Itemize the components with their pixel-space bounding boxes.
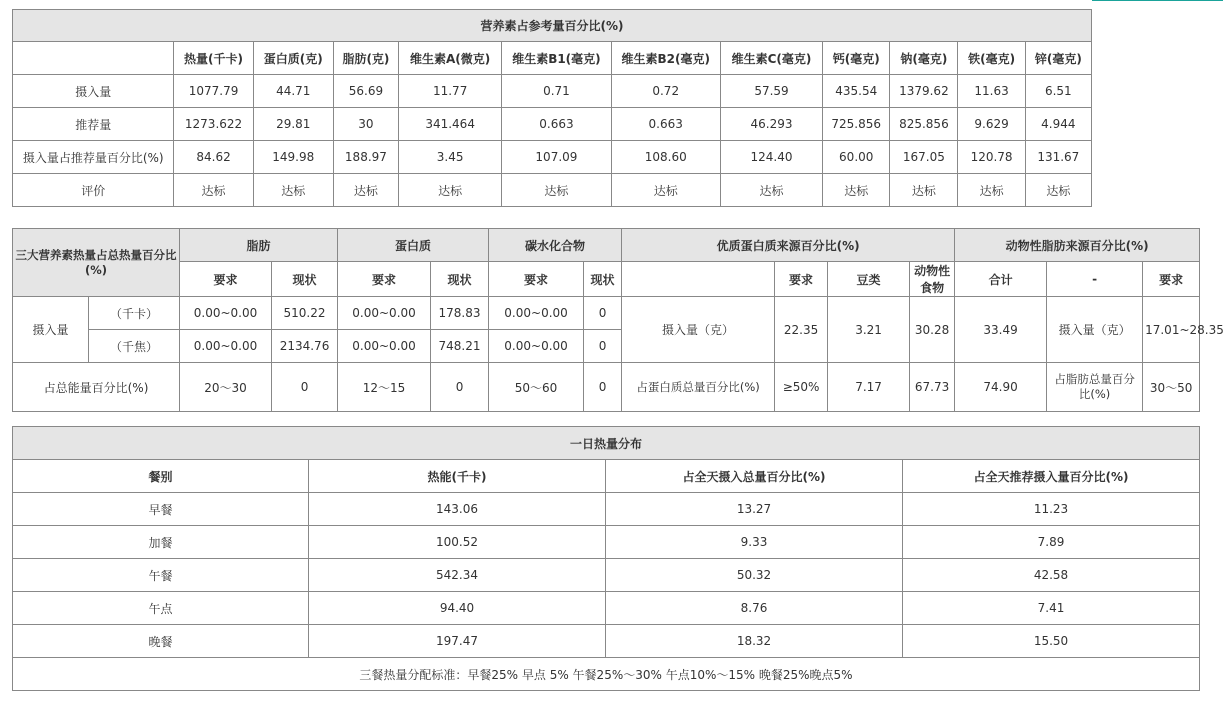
table1-row-label: 摄入量 (13, 75, 174, 108)
kcal-carb-cur: 0 (584, 297, 622, 330)
table1-cell: 1273.622 (174, 108, 253, 141)
pct-carb-req: 50～60 (489, 363, 584, 412)
kj-unit: （千焦） (89, 330, 180, 363)
table1-cell: 435.54 (823, 75, 890, 108)
meal-name: 午餐 (13, 559, 309, 592)
table1-cell: 46.293 (720, 108, 822, 141)
table1-title: 营养素占参考量百分比(%) (13, 10, 1092, 42)
kcal-protein-req: 0.00~0.00 (338, 297, 431, 330)
qp-bean-header: 豆类 (828, 262, 910, 297)
table1-col-header: 热量(千卡) (174, 42, 253, 75)
table1-cell: 167.05 (890, 141, 958, 174)
fat-cur-header: 现状 (272, 262, 338, 297)
table1-cell: 0.71 (502, 75, 611, 108)
table1-row (13, 174, 1092, 207)
table1-cell: 达标 (720, 174, 822, 207)
table1-cell: 达标 (253, 174, 333, 207)
group-carb: 碳水化合物 (489, 229, 622, 262)
daily-calorie-distribution-table (12, 426, 1200, 691)
table1-col-header: 钠(毫克) (890, 42, 958, 75)
qp-pct-total: 74.90 (955, 363, 1047, 412)
table1-cell: 1379.62 (890, 75, 958, 108)
table3-cell: 13.27 (606, 493, 903, 526)
table3-col-header: 热能(千卡) (309, 460, 606, 493)
kj-fat-cur: 2134.76 (272, 330, 338, 363)
table3-cell: 18.32 (606, 625, 903, 658)
qp-pct-label: 占蛋白质总量百分比(%) (622, 363, 775, 412)
group-protein: 蛋白质 (338, 229, 489, 262)
table3-note: 三餐热量分配标准：早餐25% 早点 5% 午餐25%～30% 午点10%～15% 晚餐25%晚点5% (13, 658, 1200, 691)
table3-cell: 8.76 (606, 592, 903, 625)
table1-cell: 84.62 (174, 141, 253, 174)
table1-col-header: 维生素A(微克) (399, 42, 502, 75)
table2-corner: 三大营养素热量占总热量百分比(%) (13, 229, 180, 297)
carb-cur-header: 现状 (584, 262, 622, 297)
meal-name: 午点 (13, 592, 309, 625)
pct-protein-req: 12～15 (338, 363, 431, 412)
qp-animal-food-header: 动物性食物 (910, 262, 955, 297)
table1-col-header: 钙(毫克) (823, 42, 890, 75)
pct-label: 占总能量百分比(%) (13, 363, 180, 412)
table1-row (13, 108, 1092, 141)
table1-row (13, 75, 1092, 108)
qp-total-header: 合计 (955, 262, 1047, 297)
kcal-fat-req: 0.00~0.00 (180, 297, 272, 330)
qp-intake-total: 33.49 (955, 297, 1047, 363)
table1-col-header: 维生素C(毫克) (720, 42, 822, 75)
table1-cell: 0.663 (611, 108, 720, 141)
table1-cell: 30 (333, 108, 398, 141)
table3-cell: 50.32 (606, 559, 903, 592)
table1-col-header: 脂肪(克) (333, 42, 398, 75)
qp-pct-animal: 67.73 (910, 363, 955, 412)
af-req-header: 要求 (1143, 262, 1200, 297)
kj-fat-req: 0.00~0.00 (180, 330, 272, 363)
table1-cell: 4.944 (1025, 108, 1091, 141)
table3-row (13, 493, 1200, 526)
table3-col-header: 占全天推荐摄入量百分比(%) (903, 460, 1200, 493)
table1-cell: 达标 (958, 174, 1025, 207)
table3-cell: 15.50 (903, 625, 1200, 658)
table1-cell: 6.51 (1025, 75, 1091, 108)
table3-title: 一日热量分布 (13, 427, 1200, 460)
table1-cell: 达标 (611, 174, 720, 207)
pct-carb-cur: 0 (584, 363, 622, 412)
table1-cell: 149.98 (253, 141, 333, 174)
table1-col-header: 维生素B1(毫克) (502, 42, 611, 75)
table1-cell: 825.856 (890, 108, 958, 141)
kcal-unit: （千卡） (89, 297, 180, 330)
table1-col-header: 蛋白质(克) (253, 42, 333, 75)
af-pct-req: 30～50 (1143, 363, 1200, 412)
qp-intake-bean: 3.21 (828, 297, 910, 363)
table3-row (13, 592, 1200, 625)
kj-carb-cur: 0 (584, 330, 622, 363)
table1-header-row (13, 42, 1092, 75)
group-fat: 脂肪 (180, 229, 338, 262)
nutrient-reference-table (12, 9, 1092, 207)
table3-cell: 9.33 (606, 526, 903, 559)
table1-cell: 57.59 (720, 75, 822, 108)
af-pct-label: 占脂肪总量百分比(%) (1047, 363, 1143, 412)
qp-intake-animal: 30.28 (910, 297, 955, 363)
table1-cell: 341.464 (399, 108, 502, 141)
table1-corner (13, 42, 174, 75)
table1-col-header: 维生素B2(毫克) (611, 42, 720, 75)
af-intake-label: 摄入量（克） (1047, 297, 1143, 363)
qp-intake-req: 22.35 (775, 297, 828, 363)
table1-cell: 120.78 (958, 141, 1025, 174)
table1-cell: 11.63 (958, 75, 1025, 108)
meal-name: 晚餐 (13, 625, 309, 658)
kcal-fat-cur: 510.22 (272, 297, 338, 330)
table1-cell: 56.69 (333, 75, 398, 108)
table3-col-header: 餐别 (13, 460, 309, 493)
table1-cell: 达标 (502, 174, 611, 207)
table1-cell: 124.40 (720, 141, 822, 174)
table1-cell: 29.81 (253, 108, 333, 141)
kj-carb-req: 0.00~0.00 (489, 330, 584, 363)
table1-cell: 44.71 (253, 75, 333, 108)
table1-cell: 达标 (399, 174, 502, 207)
table1-col-header: 锌(毫克) (1025, 42, 1091, 75)
table1-col-header: 铁(毫克) (958, 42, 1025, 75)
table3-cell: 197.47 (309, 625, 606, 658)
table3-row (13, 526, 1200, 559)
kcal-carb-req: 0.00~0.00 (489, 297, 584, 330)
table1-cell: 11.77 (399, 75, 502, 108)
table1-cell: 108.60 (611, 141, 720, 174)
table1-cell: 107.09 (502, 141, 611, 174)
table3-col-header: 占全天摄入总量百分比(%) (606, 460, 903, 493)
pct-fat-req: 20～30 (180, 363, 272, 412)
table3-cell: 7.89 (903, 526, 1200, 559)
table1-cell: 3.45 (399, 141, 502, 174)
table1-cell: 达标 (823, 174, 890, 207)
qp-req-header: 要求 (775, 262, 828, 297)
table3-cell: 143.06 (309, 493, 606, 526)
group-animal-fat: 动物性脂肪来源百分比(%) (955, 229, 1200, 262)
fat-req-header: 要求 (180, 262, 272, 297)
kcal-protein-cur: 178.83 (431, 297, 489, 330)
af-intake-req: 17.01~28.35 (1143, 297, 1200, 363)
table1-cell: 9.629 (958, 108, 1025, 141)
protein-cur-header: 现状 (431, 262, 489, 297)
pct-fat-cur: 0 (272, 363, 338, 412)
carb-req-header: 要求 (489, 262, 584, 297)
table1-cell: 0.72 (611, 75, 720, 108)
table1-cell: 131.67 (1025, 141, 1091, 174)
table3-cell: 11.23 (903, 493, 1200, 526)
kj-protein-req: 0.00~0.00 (338, 330, 431, 363)
kj-protein-cur: 748.21 (431, 330, 489, 363)
table1-cell: 达标 (174, 174, 253, 207)
table3-header-row (13, 460, 1200, 493)
pct-protein-cur: 0 (431, 363, 489, 412)
table3-cell: 7.41 (903, 592, 1200, 625)
table1-row-label: 评价 (13, 174, 174, 207)
table1-cell: 188.97 (333, 141, 398, 174)
table1-row-label: 摄入量占推荐量百分比(%) (13, 141, 174, 174)
table1-cell: 达标 (890, 174, 958, 207)
table3-row (13, 559, 1200, 592)
table1-cell: 达标 (1025, 174, 1091, 207)
table1-cell: 达标 (333, 174, 398, 207)
table1-cell: 60.00 (823, 141, 890, 174)
table1-row (13, 141, 1092, 174)
table3-cell: 94.40 (309, 592, 606, 625)
qp-intake-label: 摄入量（克） (622, 297, 775, 363)
table1-cell: 725.856 (823, 108, 890, 141)
table1-cell: 1077.79 (174, 75, 253, 108)
table3-cell: 42.58 (903, 559, 1200, 592)
macronutrient-energy-table (12, 228, 1224, 412)
intake-label: 摄入量 (13, 297, 89, 363)
qp-empty-header (622, 262, 775, 297)
protein-req-header: 要求 (338, 262, 431, 297)
table3-cell: 100.52 (309, 526, 606, 559)
table3-row (13, 625, 1200, 658)
top-accent-line (1092, 0, 1223, 1)
meal-name: 早餐 (13, 493, 309, 526)
af-dash-header: - (1047, 262, 1143, 297)
table1-cell: 0.663 (502, 108, 611, 141)
group-quality-protein: 优质蛋白质来源百分比(%) (622, 229, 955, 262)
qp-pct-req: ≥50% (775, 363, 828, 412)
meal-name: 加餐 (13, 526, 309, 559)
table1-row-label: 推荐量 (13, 108, 174, 141)
table3-cell: 542.34 (309, 559, 606, 592)
qp-pct-bean: 7.17 (828, 363, 910, 412)
